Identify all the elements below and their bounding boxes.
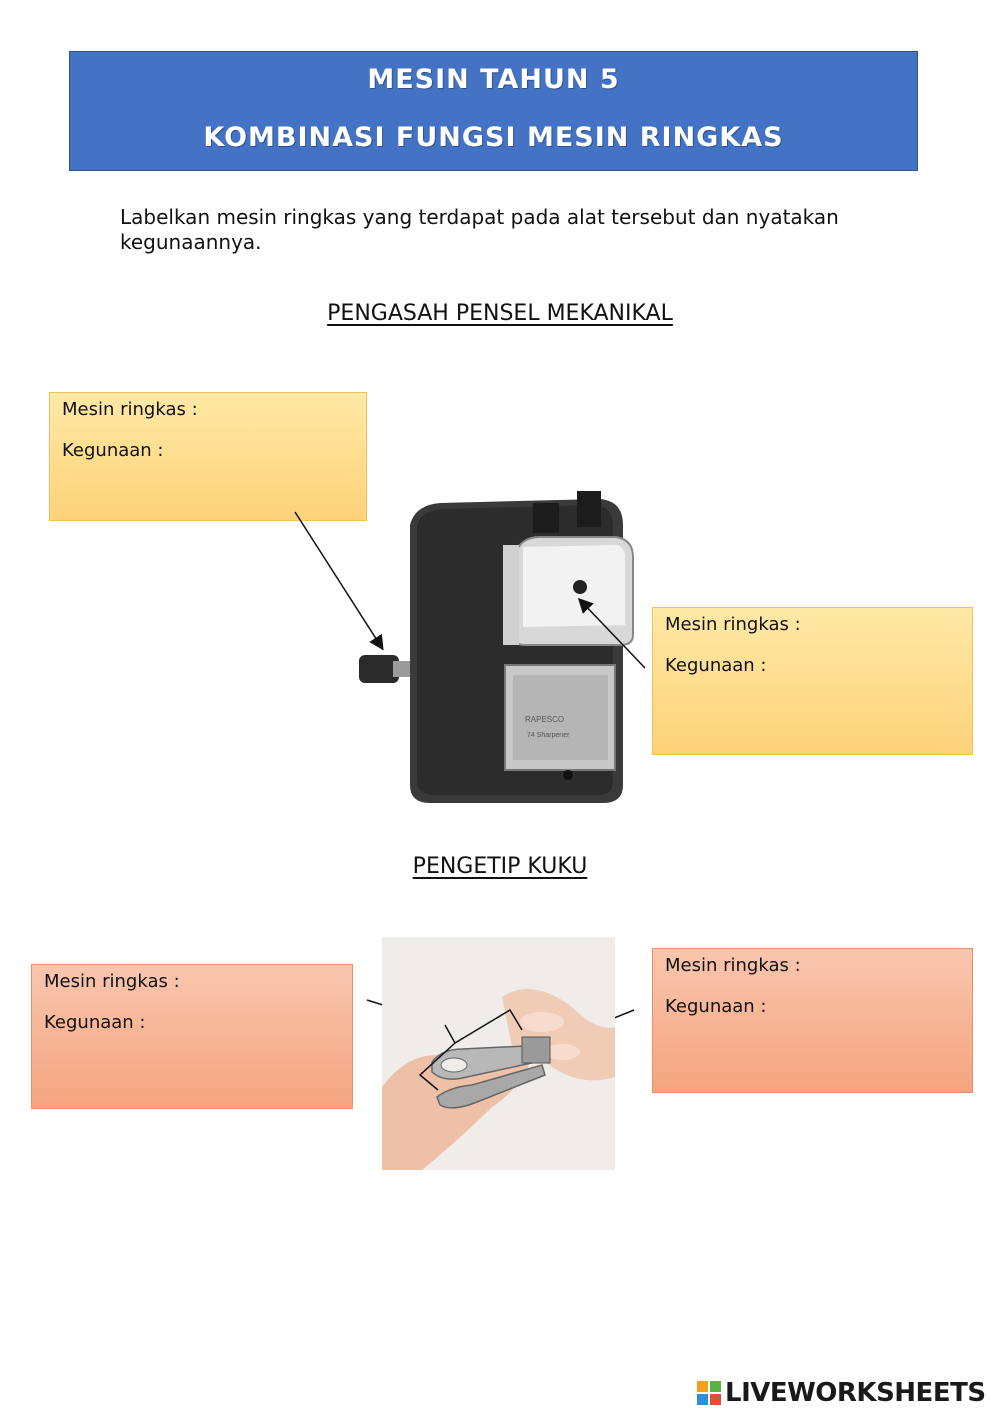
kegunaan-label: Kegunaan : (44, 1012, 146, 1033)
section-title-sharpener: PENGASAH PENSEL MEKANIKAL (327, 301, 673, 326)
label-box-sharpener-hole[interactable] (652, 607, 973, 755)
mesin-ringkas-label: Mesin ringkas : (665, 955, 801, 976)
label-box-clipper-blade[interactable] (652, 948, 973, 1093)
title-banner (69, 51, 918, 171)
sharpener-model-text: 74 Sharpener (527, 732, 570, 739)
kegunaan-label: Kegunaan : (62, 440, 164, 461)
label-box-sharpener-handle[interactable] (49, 392, 367, 521)
banner-subtitle: KOMBINASI FUNGSI MESIN RINGKAS (203, 122, 784, 153)
mechanical-pencil-sharpener-icon (355, 485, 640, 805)
instruction-text: Labelkan mesin ringkas yang terdapat pada alat tersebut dan nyatakan kegunaannya. (120, 205, 839, 254)
mesin-ringkas-label: Mesin ringkas : (665, 614, 801, 635)
mesin-ringkas-label: Mesin ringkas : (62, 399, 198, 420)
liveworksheets-brand-text: LIVEWORKSHEETS (725, 1378, 986, 1408)
kegunaan-label: Kegunaan : (665, 655, 767, 676)
liveworksheets-logo-icon (697, 1381, 721, 1405)
label-box-clipper-lever[interactable] (31, 964, 353, 1109)
pencil-sharpener-photo (355, 485, 640, 805)
banner-title: MESIN TAHUN 5 (367, 64, 620, 95)
nail-clipper-icon (382, 937, 615, 1170)
liveworksheets-logo (697, 1376, 986, 1410)
rapesco-brand-text: RAPESCO (525, 715, 565, 724)
mesin-ringkas-label: Mesin ringkas : (44, 971, 180, 992)
kegunaan-label: Kegunaan : (665, 996, 767, 1017)
section-title-nail-clipper: PENGETIP KUKU (412, 854, 588, 879)
nail-clipper-photo (382, 937, 615, 1170)
